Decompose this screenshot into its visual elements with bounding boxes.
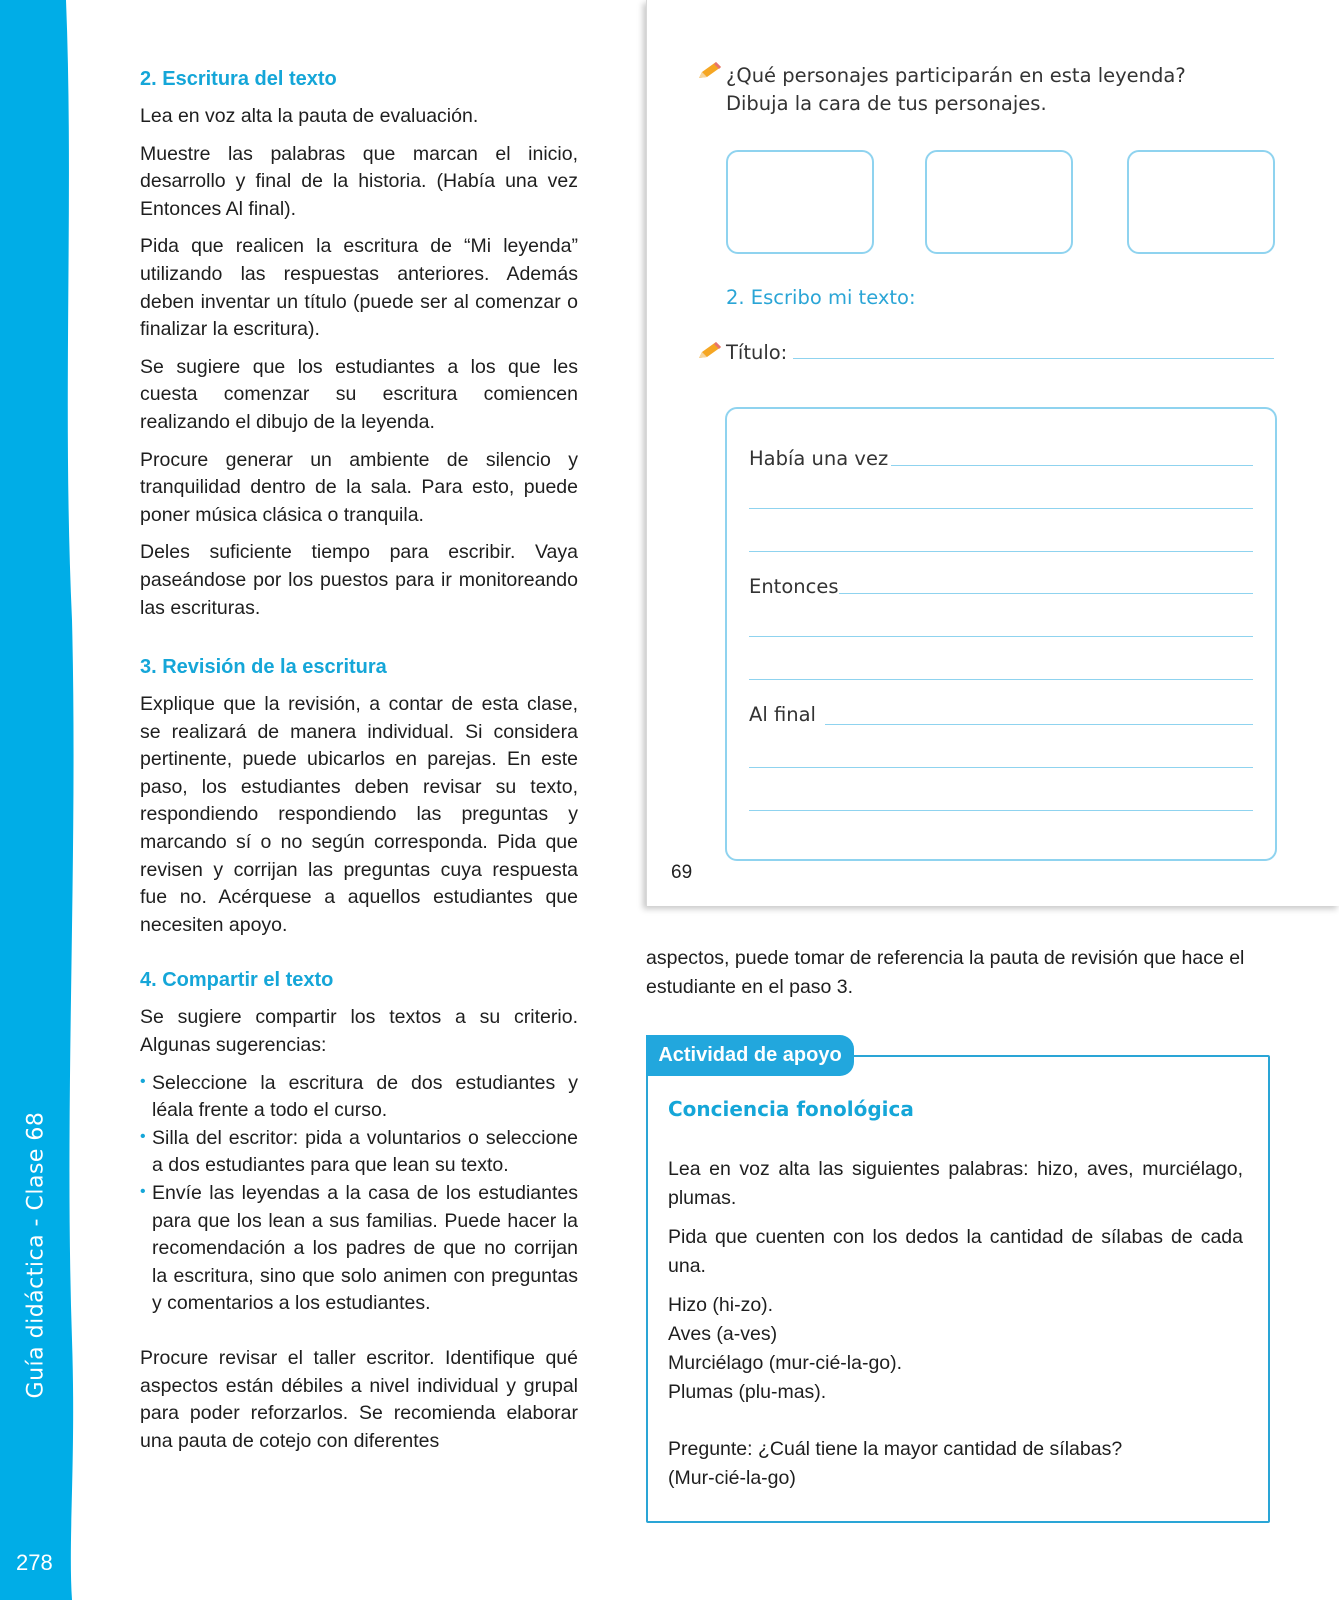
- paragraph: Lea en voz alta la pauta de evaluación.: [140, 105, 479, 127]
- title-label: Título:: [726, 341, 788, 364]
- support-activity-title: Conciencia fonológica: [668, 1097, 914, 1121]
- title-line: [793, 358, 1274, 359]
- writing-line: [891, 465, 1253, 466]
- workbook-page-image: [646, 0, 1339, 906]
- paragraph: Se sugiere que los estudiantes a los que les cuesta comenzar su escritura comiencen realizando el dibujo de la leyenda.: [140, 355, 578, 433]
- workbook-question: ¿Qué personajes participarán en esta leyenda? Dibuja la cara de tus personajes.: [726, 64, 1186, 115]
- sidebar-label: Guía didáctica - Clase 68: [23, 1111, 49, 1399]
- writing-line: [749, 551, 1253, 552]
- paragraph: Muestre las palabras que marcan el inicio, desarrollo y final de la historia. (Había una vez Entonces Al final).: [140, 142, 578, 220]
- workbook-heading: 2. Escribo mi texto:: [726, 286, 916, 309]
- paragraph: Procure generar un ambiente de silencio y tranquilidad dentro de la sala. Para esto, puede poner música clásica o tranquila.: [140, 448, 578, 526]
- writing-line: [825, 724, 1253, 725]
- word-item: Hizo (hi-zo).: [668, 1294, 774, 1316]
- support-activity-tab: Actividad de apoyo: [646, 1035, 854, 1076]
- workbook-page-number: 69: [671, 862, 693, 883]
- label-middle: Entonces: [749, 575, 839, 598]
- writing-line: [749, 767, 1253, 768]
- writing-line: [749, 810, 1253, 811]
- writing-line: [749, 636, 1253, 637]
- paragraph: Se sugiere compartir los textos a su criterio. Algunas sugerencias:: [140, 1006, 578, 1057]
- bullet-item: • Envíe las leyendas a la casa de los estudiantes para que los lean a sus familias. Puede hacer la recomendación a los padres de que no corrijan la escritura, sino que solo animen con preguntas y comentarios a los estudiantes.: [140, 1180, 578, 1318]
- question: Pregunte: ¿Cuál tiene la mayor cantidad de sílabas?: [668, 1438, 1123, 1460]
- section-heading-escritura: 2. Escritura del texto: [140, 68, 337, 90]
- paragraph: Pida que cuenten con los dedos la cantidad de sílabas de cada una.: [668, 1226, 1243, 1277]
- pencil-icon: [697, 60, 723, 80]
- word-item: Murciélago (mur-cié-la-go).: [668, 1352, 903, 1374]
- paragraph: Lea en voz alta las siguientes palabras: hizo, aves, murciélago, plumas.: [668, 1158, 1243, 1209]
- bullet-item: • Seleccione la escritura de dos estudiantes y léala frente a todo el curso.: [140, 1070, 578, 1125]
- word-item: Aves (a-ves): [668, 1323, 778, 1345]
- word-item: Plumas (plu-mas).: [668, 1381, 827, 1403]
- pencil-icon: [697, 340, 723, 360]
- page-number-left: 278: [16, 1550, 53, 1575]
- writing-line: [839, 593, 1253, 594]
- drawing-box: [726, 150, 874, 254]
- writing-line: [749, 679, 1253, 680]
- label-end: Al final: [749, 703, 816, 726]
- bullet-item: • Silla del escritor: pida a voluntarios o seleccione a dos estudiantes para que lean su texto.: [140, 1125, 578, 1180]
- paragraph: Deles suficiente tiempo para escribir. Vaya paseándose por los puestos para ir monitoreando las escrituras.: [140, 541, 578, 619]
- drawing-box: [925, 150, 1073, 254]
- drawing-box: [1127, 150, 1275, 254]
- left-column: [140, 68, 578, 1465]
- paragraph: Procure revisar el taller escritor. Identifique qué aspectos están débiles a nivel individual y grupal para poder reforzarlos. Se recomienda elaborar una pauta de cotejo con diferentes: [140, 1346, 578, 1452]
- label-start: Había una vez: [749, 447, 889, 470]
- paragraph: Pida que realicen la escritura de “Mi leyenda” utilizando las respuestas anteriores. Además deben inventar un título (puede ser al comenzar o finalizar la escritura).: [140, 235, 578, 341]
- section-heading-compartir: 4. Compartir el texto: [140, 969, 334, 992]
- section-heading-revision: 3. Revisión de la escritura: [140, 656, 387, 679]
- writing-box: [725, 407, 1277, 861]
- paragraph-continuation: aspectos, puede tomar de referencia la pauta de revisión que hace el estudiante en el paso 3.: [646, 947, 1245, 998]
- support-activity-body: [668, 1155, 1243, 1493]
- answer: (Mur-cié-la-go): [668, 1467, 796, 1489]
- writing-line: [749, 508, 1253, 509]
- paragraph: Explique que la revisión, a contar de esta clase, se realizará de manera individual. Si considera pertinente, puede ubicarlos en parejas. En este paso, los estudiantes deben revisar su texto, respondiendo respondiendo las preguntas y marcando sí o no según corresponda. Pida que revisen y corrijan las preguntas cuya respuesta fue no. Acérquese a aquellos estudiantes que necesiten apoyo.: [140, 693, 578, 936]
